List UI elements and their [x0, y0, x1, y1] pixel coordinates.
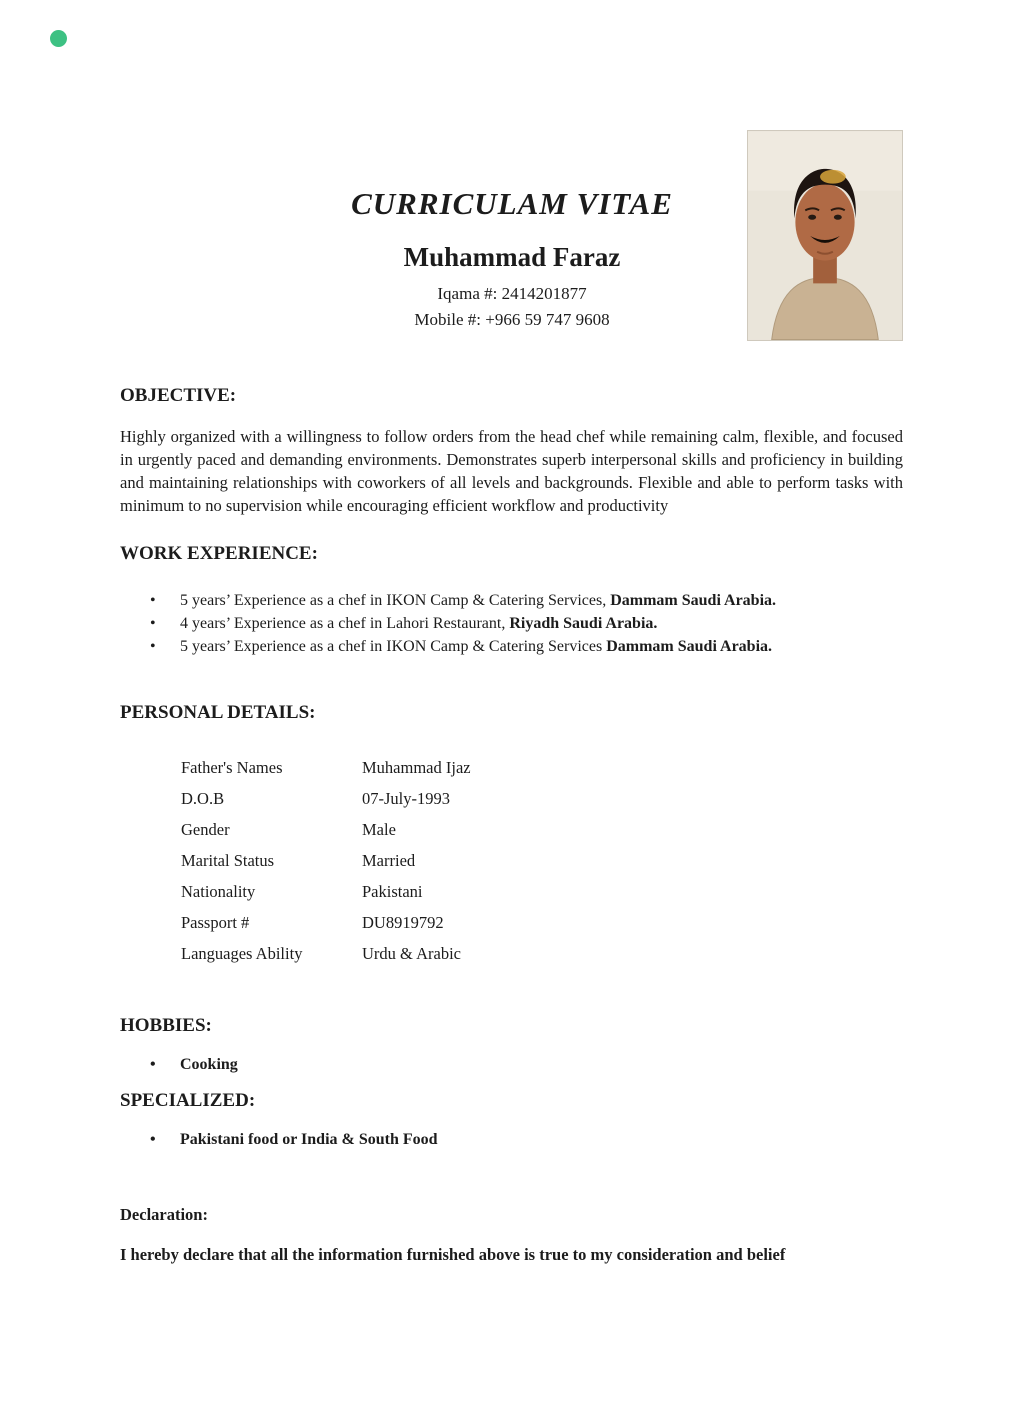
declaration-heading: Declaration: — [120, 1205, 208, 1224]
personal-details-table — [181, 752, 903, 969]
portrait-photo-graphic — [748, 131, 902, 340]
detail-value: Muhammad Ijaz — [362, 758, 471, 777]
candidate-name: Muhammad Faraz — [403, 242, 621, 272]
work-experience-item-location: Dammam Saudi Arabia. — [606, 638, 773, 655]
table-row — [181, 814, 903, 845]
detail-value: Pakistani — [362, 882, 423, 901]
detail-value: Married — [362, 851, 416, 870]
table-row — [181, 783, 903, 814]
detail-label: Gender — [181, 820, 230, 839]
detail-label: Nationality — [181, 882, 256, 901]
mobile-number: Mobile #: +966 59 747 9608 — [414, 310, 610, 329]
hobby-item: • Cooking — [120, 1053, 903, 1076]
work-experience-list — [120, 589, 903, 658]
table-row — [181, 938, 903, 969]
work-experience-item — [120, 612, 903, 635]
personal-details-heading: PERSONAL DETAILS: — [120, 702, 316, 723]
work-experience-item-location: Riyadh Saudi Arabia. — [509, 615, 658, 632]
declaration-text: I hereby declare that all the information furnished above is true to my consideration and belief — [120, 1245, 786, 1264]
detail-value: DU8919792 — [362, 913, 444, 932]
work-experience-item-text: 4 years’ Experience as a chef in Lahori Restaurant, — [180, 615, 510, 632]
specialized-item: • Pakistani food or India & South Food — [120, 1128, 903, 1151]
specialized-list — [120, 1128, 903, 1151]
specialized-heading: SPECIALIZED: — [120, 1090, 256, 1111]
work-experience-item-text: 5 years’ Experience as a chef in IKON Camp & Catering Services, — [180, 592, 611, 609]
detail-label: Languages Ability — [181, 944, 303, 963]
objective-text: Highly organized with a willingness to follow orders from the head chef while remaining calm, flexible, and focused in urgently paced and demanding environments. Demonstrates superb interpersonal skills and proficiency in building and maintaining relationships with coworkers of all levels and backgrounds. Flexible and able to perform tasks with minimum to no supervision while encouraging efficient workflow and productivity — [120, 427, 903, 515]
green-dot-icon — [50, 30, 67, 47]
cv-body — [0, 385, 1024, 1265]
detail-label: Father's Names — [181, 758, 283, 777]
iqama-number: Iqama #: 2414201877 — [437, 284, 587, 303]
work-experience-item — [120, 589, 903, 612]
table-row — [181, 845, 903, 876]
hobbies-list — [120, 1053, 903, 1076]
detail-label: Passport # — [181, 913, 250, 932]
work-experience-item-location: Dammam Saudi Arabia. — [610, 592, 777, 609]
profile-photo — [747, 130, 903, 341]
cv-title: CURRICULAM VITAE — [351, 186, 673, 221]
work-experience-heading: WORK EXPERIENCE: — [120, 543, 318, 564]
table-row — [181, 907, 903, 938]
detail-value: Male — [362, 820, 396, 839]
hobbies-heading: HOBBIES: — [120, 1015, 212, 1036]
table-row — [181, 876, 903, 907]
work-experience-item-text: 5 years’ Experience as a chef in IKON Camp & Catering Services — [180, 638, 607, 655]
detail-label: Marital Status — [181, 851, 275, 870]
table-row — [181, 752, 903, 783]
detail-value: 07-July-1993 — [362, 789, 450, 808]
objective-heading: OBJECTIVE: — [120, 385, 237, 406]
detail-value: Urdu & Arabic — [362, 944, 461, 963]
detail-label: D.O.B — [181, 789, 225, 808]
work-experience-item — [120, 635, 903, 658]
